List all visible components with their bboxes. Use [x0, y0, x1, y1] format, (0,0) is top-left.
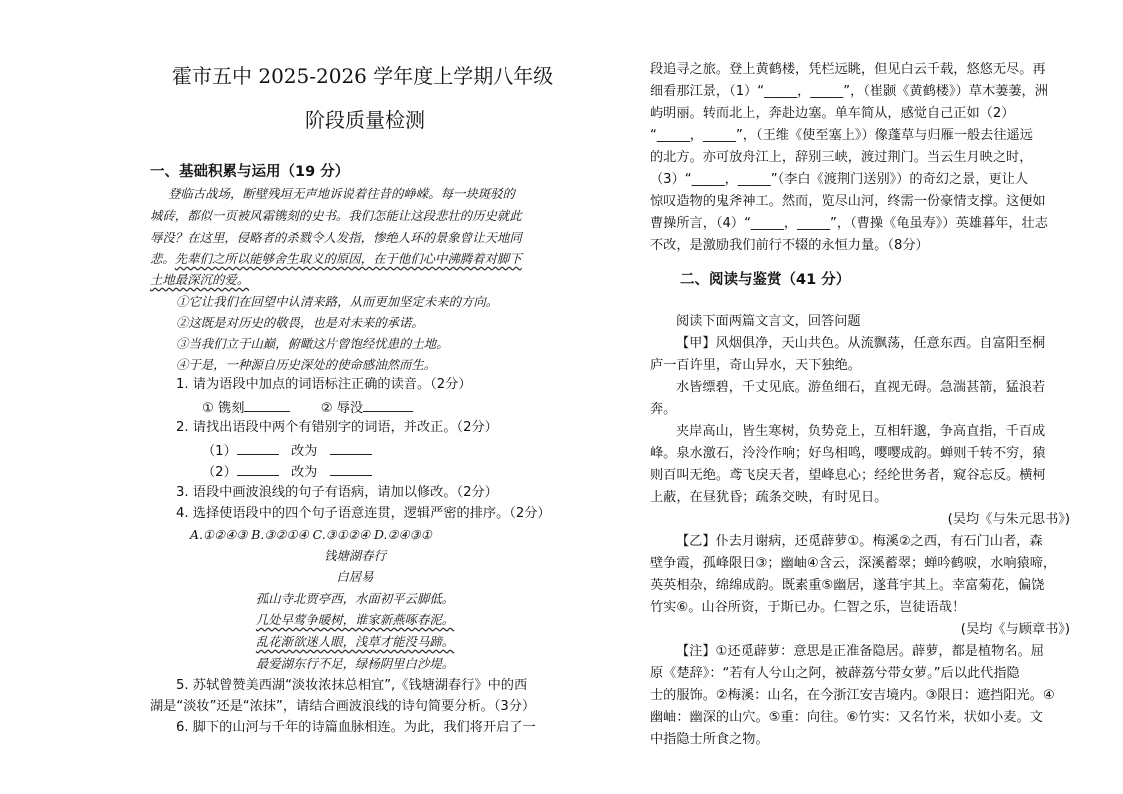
question-4: 4. 选择使语段中的四个句子语意连贯，逻辑严密的排序。（2分） — [176, 506, 551, 521]
notes-line: 士的服饰。②梅溪：山名，在今浙江安吉境内。③限日：遮挡阳光。④ — [650, 688, 1055, 703]
answer-blank[interactable] — [330, 461, 372, 476]
passage-jia-line: 峰。泉水激石，泠泠作响；好鸟相鸣，嘤嘤成韵。蝉则千转不穷，猿 — [650, 446, 1046, 461]
passage-jia-line: 则百叫无绝。鸢飞戾天者，望峰息心；经纶世务者，窥谷忘反。横柯 — [650, 468, 1046, 483]
passage-line — [150, 270, 249, 290]
question-1-answers: ① 镌刻 ② 辱没 — [202, 397, 413, 419]
poem-line-2: 几处早莺争暖树，谁家新燕啄春泥。 — [255, 612, 455, 627]
question-6-line: 的北方。亦可放舟江上，辞别三峡，渡过荆门。当云生月映之时， — [650, 150, 1033, 165]
question-2: 2. 请找出语段中两个有错别字的词语，并改正。（2分） — [176, 420, 498, 435]
wavy-sentence: 土地最深沉的爱。 — [150, 272, 250, 287]
sentence-2: ②这既是对历史的敬畏，也是对未来的承诺。 — [176, 315, 424, 330]
passage-yi-line: 壁争霞，孤峰限日③；幽岫④含云，深溪蓄翠；蝉吟鹤唳，水响猿啼， — [650, 556, 1057, 571]
poem-line-1: 孤山寺北贾亭西，水面初平云脚低。 — [255, 591, 455, 606]
answer-blank[interactable] — [330, 440, 372, 455]
notes-line: 原《楚辞》：“若有人兮山之阿，被薜荔兮带女萝。”后以此代指隐 — [650, 666, 1020, 681]
passage-jia-source: (吴均《与朱元思书》) — [947, 512, 1070, 527]
passage-jia-line: 上蔽，在昼犹昏；疏条交映，有时见日。 — [650, 490, 888, 505]
reading-intro: 阅读下面两篇文言文，回答问题 — [676, 314, 861, 329]
question-6-line: “_____，_____”，（王维《使至塞上》）像蓬草与归雁一般去往遥远 — [650, 128, 1033, 143]
question-6-line: 屿明丽。转而北上，奔赴边塞。单车简从，感觉自己正如（2） — [650, 106, 1015, 121]
sentence-1: ①它让我们在回望中认清来路，从而更加坚定未来的方向。 — [176, 294, 499, 309]
passage-yi-line: 【乙】仆去月谢病，还觅薜萝①。梅溪②之西，有石门山者，森 — [676, 534, 1043, 549]
exam-title: 霍市五中 2025-2026 学年度上学期八年级 — [172, 64, 554, 88]
passage-line: 登临古战场，断壁残垣无声地诉说着往昔的峥嵘。每一块斑驳的 — [168, 186, 515, 201]
passage-jia-line: 【甲】风烟俱净，天山共色。从流飘荡，任意东西。自富阳至桐 — [676, 336, 1046, 351]
passage-line: 辱没？在这里，侵略者的杀戮令人发指，惨绝人环的景象曾让天地同 — [150, 230, 522, 245]
exam-subtitle: 阶段质量检测 — [305, 108, 425, 132]
question-5-cont: 湖是“淡妆”还是“浓抹”，请结合画波浪线的诗句简要分析。（3分） — [150, 699, 536, 714]
question-6-line: 不改，是激励我们前行不辍的永恒力量。（8分） — [650, 238, 929, 253]
question-2-row-1: （1） 改为 — [202, 440, 372, 462]
question-6: 6. 脚下的山河与千年的诗篇血脉相连。为此，我们将开启了一 — [176, 720, 536, 735]
poem-line-4: 最爱湖东行不足，绿杨阴里白沙堤。 — [255, 656, 455, 671]
passage-yi-line: 英英相杂，绵绵成韵。既素重⑤幽居，遂葺宇其上。幸富菊花，偏饶 — [650, 578, 1045, 593]
sentence-3: ③当我们立于山巅，俯瞰这片曾饱经忧患的土地。 — [176, 336, 449, 351]
passage-jia-line: 水皆缥碧，千丈见底。游鱼细石，直视无碍。急湍甚箭，猛浪若 — [676, 380, 1046, 395]
answer-blank[interactable] — [237, 461, 279, 476]
poem-title: 钱塘湖春行 — [324, 548, 386, 563]
question-6-line: 惊叹造物的鬼斧神工。然而，览尽山河，终需一份豪情支撑。这便如 — [650, 194, 1046, 209]
notes-line: 【注】①还觅薜萝：意思是正准备隐居。薜萝，都是植物名。屈 — [676, 644, 1044, 659]
section-1-heading: 一、基础积累与运用（19 分） — [150, 164, 350, 180]
passage-line: 城砖，都似一页被风霜镌刻的史书。我们怎能让这段悲壮的历史就此 — [150, 208, 522, 223]
wavy-sentence: 先辈们之所以能够舍生取义的原因，在于他们心中沸腾着对脚下 — [174, 251, 522, 266]
answer-blank[interactable] — [244, 397, 290, 412]
question-6-line: 曹操所言，（4）“_____，_____”，（曹操《龟虽寿》）英雄暮年，壮志 — [650, 216, 1048, 231]
poem-author: 白居易 — [336, 569, 374, 584]
question-1: 1. 请为语段中加点的词语标注正确的读音。（2分） — [176, 377, 472, 392]
sentence-4: ④于是，一种源自历史深处的使命感油然而生。 — [176, 357, 437, 372]
section-2-heading: 二、阅读与鉴赏（41 分） — [680, 272, 851, 288]
notes-line: 中指隐士所食之物。 — [650, 732, 769, 747]
question-4-options: A.①②④③ B.③②①④ C.③①②④ D.②④③① — [190, 527, 432, 542]
question-6-line: （3）“_____，_____”（李白《渡荆门送别》）的奇幻之景，更让人 — [650, 172, 1029, 187]
poem-line-3: 乱花渐欲迷人眼，浅草才能没马蹄。 — [255, 634, 455, 649]
question-6-line: 细看那江景，（1）“_____，_____”，（崔颢《黄鹤楼》）草木萋萋，洲 — [650, 84, 1048, 99]
passage-jia-line: 奔。 — [650, 402, 677, 417]
question-6-line: 段追寻之旅。登上黄鹤楼，凭栏远眺，但见白云千载，悠悠无尽。再 — [650, 62, 1046, 77]
passage-yi-line: 竹实⑥。山谷所资，于斯已办。仁智之乐，岂徒语哉！ — [650, 600, 966, 615]
question-3: 3. 语段中画波浪线的句子有语病，请加以修改。（2分） — [176, 485, 498, 500]
answer-blank[interactable] — [363, 397, 413, 412]
question-5: 5. 苏轼曾赞美西湖“淡妆浓抹总相宜”,《钱塘湖春行》中的西 — [176, 678, 528, 693]
passage-jia-line: 庐一百许里，奇山异水，天下独绝。 — [650, 358, 861, 373]
passage-yi-source: (吴均《与顾章书》) — [960, 622, 1070, 637]
notes-line: 幽岫：幽深的山穴。⑤重：向往。⑥竹实：又名竹米，状如小麦。文 — [650, 710, 1043, 725]
passage-jia-line: 夹岸高山，皆生寒树，负势竞上，互相轩邈，争高直指，千百成 — [676, 424, 1046, 439]
answer-blank[interactable] — [237, 440, 279, 455]
passage-line: 悲。先辈们之所以能够舍生取义的原因，在于他们心中沸腾着对脚下 — [150, 251, 522, 266]
question-2-row-2: （2） 改为 — [202, 461, 372, 483]
